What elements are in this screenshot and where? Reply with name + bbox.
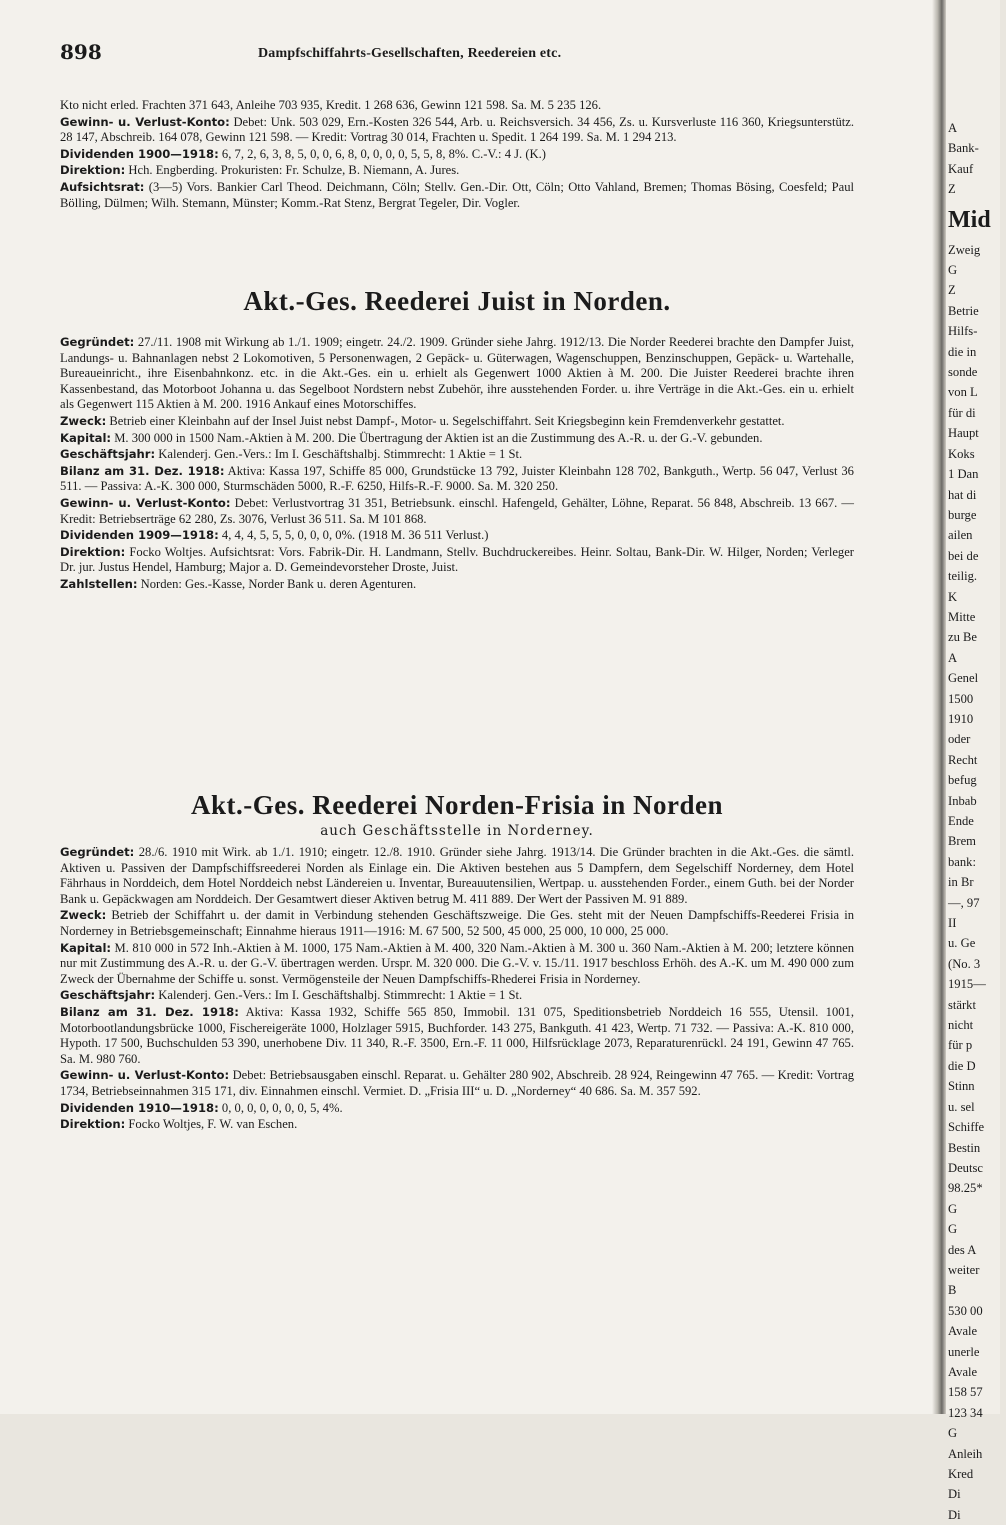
paragraph-label: Gewinn- u. Verlust-Konto: <box>60 1068 230 1083</box>
paragraph-text: Aktiva: Kassa 1932, Schiffe 565 850, Immobil. 131 075, Speditionsbetrieb Norddeich 16 555, Utensil. 1001, Motorbootlandungsbrücke 1000, Fischereigeräte 1000, Holzlager 5915, Buchforder. 143 275, Bankguth. 41 423, Wertp. 71 732. — Passiva: A.-K. 810 000, Hypoth. 17 500, Buchschulden 53 390, unerhobene Div. 11 340, R.-F. 3500, Ern.-F. 11 000, Hilfsrücklage 2073, Reparaturenrückl. 24 191, Gewinn 47 765. Sa. M. 980 760. <box>60 1004 854 1066</box>
right-page-line: B <box>948 1283 957 1298</box>
right-page-line: Avale <box>948 1324 978 1339</box>
paragraph-text: Kalenderj. Gen.-Vers.: Im I. Geschäftshalbj. Stimmrecht: 1 Aktie = 1 St. <box>158 988 523 1003</box>
right-page-line: ailen <box>948 528 973 543</box>
paragraph-text: Debet: Unk. 503 029, Ern.-Kosten 326 544, Arb. u. Reichsversich. 34 456, Zs. u. Kursverluste 116 360, Kriegsunterstütz. 28 147, Abschreib. 164 078, Gewinn 121 598. — Kredit: Vortrag 30 014, Frachten u. Spedit. 1 264 199. Sa. M. 1 294 213. <box>60 114 854 145</box>
right-page-line: bei de <box>948 548 979 563</box>
right-page-line: unerle <box>948 1344 980 1359</box>
right-page-line: Di <box>948 1507 961 1522</box>
right-page-line: A <box>948 121 958 135</box>
right-page-line: u. sel <box>948 1099 975 1114</box>
paragraph <box>60 180 854 211</box>
paragraph <box>60 414 854 430</box>
right-page-line: die D <box>948 1058 976 1073</box>
entry-reederei-juist <box>60 286 854 593</box>
paragraph <box>60 577 854 593</box>
paragraph-label: Direktion: <box>60 163 126 178</box>
paragraph <box>60 528 854 544</box>
right-page-line: Z <box>948 283 956 298</box>
paragraph <box>60 98 854 114</box>
paragraph-label: Direktion: <box>60 1117 126 1132</box>
paragraph <box>60 941 854 988</box>
paragraph <box>60 163 854 179</box>
paragraph-label: Dividenden 1900—1918: <box>60 146 219 161</box>
paragraph <box>60 431 854 447</box>
right-page-line: von L <box>948 385 978 400</box>
entry-reederei-norden-frisia <box>60 790 854 1133</box>
right-page-line: 98.25* <box>948 1181 983 1196</box>
right-page-line: 158 57 <box>948 1385 983 1400</box>
paragraph-text: 27./11. 1908 mit Wirkung ab 1./1. 1909; eingetr. 24./2. 1909. Gründer siehe Jahrg. 1912/13. Die Norder Reederei brachte den Dampfer Juist, Landungs- u. Bahnanlagen nebst 2 Lokomotiven, 5 Personenwagen, 2 Gepäck- u. Güterwagen, Wagenschuppen, Benzinschuppen, Gepäck- u. Wartehalle, Bureaueinricht., ihre Eisenbahnkonz. etc. in die Akt.-Ges. ein u. erhielt als Gegenwert 1000 Aktien à M. 200. Die Juister Reederei brachte ihren Kassenbestand, das Motorboot Johanna u. das Segelboot Nordstern nebst Zubehör, ihre ausstehenden Forder. u. ihre Verträge in die Akt.-Ges. ein u. erhielt als Gegenwert 115 Aktien à M. 200. 1916 Ankauf eines Motorschiffes. <box>60 335 854 412</box>
right-page-line: Betrie <box>948 303 979 318</box>
paragraph-text: Aktiva: Kassa 197, Schiffe 85 000, Grundstücke 13 792, Juister Kleinbahn 128 702, Bankguth., Wertp. 56 047, Verlust 36 511. — Passiva: A.-K. 300 000, Sturmschäden 5000, R.-F. 6250, Hilfs-R.-F. 9000. Sa. M. 320 250. <box>60 463 854 494</box>
paragraph <box>60 447 854 463</box>
paragraph-text: Betrieb einer Kleinbahn auf der Insel Juist nebst Dampf-, Motor- u. Segelschiffahrt. Seit Kriegsbeginn kein Fremdenverkehr gestattet. <box>109 413 785 428</box>
paragraph-text: (3—5) Vors. Bankier Carl Theod. Deichmann, Cöln; Stellv. Gen.-Dir. Ott, Cöln; Otto Vahland, Bremen; Thomas Bösing, Coesfeld; Paul Bölling, Dülmen; Wilh. Stemann, Münster; Komm.-Rat Stenz, Bergrat Tegeler, Dir. Vogler. <box>60 179 854 210</box>
paragraph-text: M. 810 000 in 572 Inh.-Aktien à M. 1000, 175 Nam.-Aktien à M. 400, 320 Nam.-Aktien à M. 300 u. 360 Nam.-Aktien à M. 200; letztere können nur mit Zustimmung des A.-R. u. der G.-V. übertragen werden. Urspr. M. 320 000. Die G.-V. v. 15./11. 1917 beschloss Erhöh. des A.-K. um M. 490 000 zum Zweck der Übernahme der Schiffe u. sonst. Vermögensteile der Neuen Dampfschiffs-Rhederei Frisia in Norderney. <box>60 940 855 986</box>
right-page-line: Genel <box>948 671 979 686</box>
right-page-line: burge <box>948 507 977 522</box>
paragraph-text: Betrieb der Schiffahrt u. der damit in Verbindung stehenden Geschäftszweige. Die Ges. steht mit der Neuen Dampfschiffs-Reederei Frisia in Norderney in Betriebsgemeinschaft; Einnahme hieraus 1911—1916: M. 67 500, 52 500, 45 000, 25 000, 10 000, 25 000. <box>60 908 854 938</box>
company-title: Akt.-Ges. Reederei Norden-Frisia in Norden <box>191 790 723 820</box>
paragraph <box>60 1068 854 1099</box>
company-subtitle: auch Geschäftsstelle in Norderney. <box>320 823 594 839</box>
paragraph-label: Gegründet: <box>60 845 135 859</box>
right-page-line: Ende <box>948 814 974 828</box>
right-page-line: sonde <box>948 365 978 380</box>
paragraph <box>60 335 854 413</box>
paragraph <box>60 1117 854 1133</box>
right-page-line: G <box>948 263 958 278</box>
paragraph-label: Zweck: <box>60 908 107 923</box>
right-page-line: nicht <box>948 1018 974 1033</box>
right-page-line: 1915— <box>948 977 986 992</box>
right-page-line: 1910 <box>948 711 974 726</box>
right-page-line: K <box>948 589 958 604</box>
right-page-edge <box>946 0 1000 1522</box>
right-page-line: befug <box>948 773 977 788</box>
paragraph <box>60 496 854 527</box>
right-page-line: Hilfs- <box>948 324 978 339</box>
right-page-line: Schiffe <box>948 1120 985 1135</box>
right-page-line: Inbab <box>948 793 977 808</box>
right-page-line: für di <box>948 405 976 420</box>
right-page-line: Di <box>948 1487 961 1502</box>
right-page-line: hat di <box>948 487 977 502</box>
right-page-line: Bestin <box>948 1140 981 1155</box>
right-page-line: 530 00 <box>948 1303 983 1318</box>
paragraph-label: Kapital: <box>60 430 112 445</box>
right-page-line: Deutsc <box>948 1160 983 1175</box>
right-page-line: A <box>948 650 958 665</box>
paragraph-text: 4, 4, 4, 5, 5, 5, 0, 0, 0, 0%. (1918 M. 36 511 Verlust.) <box>221 528 489 543</box>
paragraph <box>60 908 854 939</box>
right-page-line: u. Ge <box>948 936 976 951</box>
paragraph-text: 0, 0, 0, 0, 0, 0, 0, 5, 4%. <box>221 1100 343 1115</box>
paragraph <box>60 1005 854 1067</box>
paragraph-text: Debet: Betriebsausgaben einschl. Reparat. u. Gehälter 280 902, Abschreib. 28 924, Reingewinn 47 765. — Kredit: Vortrag 1734, Betriebseinnahmen 315 171, div. Einnahmen einschl. Vermiet. D. „Frisia III“ u. D. „Norderney“ 40 686. Sa. M. 357 592. <box>60 1068 854 1098</box>
paragraph <box>60 988 854 1004</box>
right-page-line: Mitte <box>948 609 976 624</box>
right-page-line: Anleih <box>948 1446 983 1461</box>
paragraph-text: Debet: Verlustvortrag 31 351, Betriebsunk. einschl. Hafengeld, Gehälter, Löhne, Reparat. 56 848, Abschreib. 13 667. — Kredit: Betriebserträge 62 280, Zs. 3076, Verlust 36 511. Sa. M 101 868. <box>60 495 854 526</box>
paragraph <box>60 1101 854 1117</box>
running-head: Dampfschiffahrts-Gesellschaften, Reedereien etc. <box>258 46 562 61</box>
paragraph-text: Hch. Engberding. Prokuristen: Fr. Schulze, B. Niemann, A. Jures. <box>128 163 460 178</box>
paragraph-label: Bilanz am 31. Dez. 1918: <box>60 1004 239 1019</box>
right-page-line: bank: <box>948 854 976 869</box>
right-page-line: II <box>948 916 957 931</box>
right-page-line: 123 34 <box>948 1405 983 1420</box>
right-page-line: Bank- <box>948 141 979 156</box>
right-page-line: Z <box>948 182 956 197</box>
right-page-line: Haupt <box>948 426 979 441</box>
book-gutter <box>932 0 946 1414</box>
paragraph <box>60 845 854 907</box>
right-page-line: G <box>948 1222 958 1237</box>
paragraph-label: Bilanz am 31. Dez. 1918: <box>60 463 225 478</box>
right-page-line: Kauf <box>948 161 974 176</box>
right-page-line: in Br <box>948 875 974 890</box>
right-page-line: Koks <box>948 446 975 461</box>
right-page-line: die in <box>948 344 977 359</box>
right-page-line: teilig. <box>948 569 978 584</box>
right-page-line: Stinn <box>948 1079 975 1094</box>
right-page-line: oder <box>948 732 971 747</box>
paragraph-label: Dividenden 1909—1918: <box>60 528 219 543</box>
paragraph-text: Kalenderj. Gen.-Vers.: Im I. Geschäftshalbj. Stimmrecht: 1 Aktie = 1 St. <box>158 447 523 462</box>
paragraph-label: Gewinn- u. Verlust-Konto: <box>60 114 230 129</box>
right-page-text <box>946 118 1006 1525</box>
right-page-line: des A <box>948 1242 977 1257</box>
right-page-line: Zweig <box>948 242 981 257</box>
paragraph-text: Focko Woltjes, F. W. van Eschen. <box>128 1117 298 1132</box>
paragraph-label: Gegründet: <box>60 335 135 349</box>
paragraph-label: Gewinn- u. Verlust-Konto: <box>60 495 231 510</box>
right-page-line: stärkt <box>948 997 976 1012</box>
right-page-line: zu Be <box>948 630 978 645</box>
paragraph-text: Focko Woltjes. Aufsichtsrat: Vors. Fabrik-Dir. H. Landmann, Stellv. Buchdruckereibes. Heinr. Soltau, Bank-Dir. W. Hilger, Norden; Verleger Dr. jur. Justus Hendel, Hamburg; Major a. D. Gemeindevorsteher Droste, Juist. <box>60 544 855 575</box>
right-page-line: für p <box>948 1038 973 1053</box>
right-page-line: G <box>948 1426 958 1441</box>
paragraph <box>60 464 854 495</box>
paragraph-label: Kapital: <box>60 940 112 955</box>
right-page-line: weiter <box>948 1262 980 1277</box>
paragraph <box>60 545 854 576</box>
right-page-line: 1 Dan <box>948 467 979 482</box>
right-page-line: Avale <box>948 1364 978 1379</box>
paragraph-text: Kto nicht erled. Frachten 371 643, Anleihe 703 935, Kredit. 1 268 636, Gewinn 121 598. Sa. M. 5 235 126. <box>60 98 602 112</box>
company-title: Akt.-Ges. Reederei Juist in Norden. <box>243 286 671 316</box>
paragraph <box>60 115 854 146</box>
paragraph-text: Norden: Ges.-Kasse, Norder Bank u. deren Agenturen. <box>140 576 417 591</box>
right-page-line: 1500 <box>948 691 974 706</box>
paragraph-label: Aufsichtsrat: <box>60 179 145 194</box>
paragraph-text: M. 300 000 in 1500 Nam.-Aktien à M. 200. Die Übertragung der Aktien ist an die Zustimmung des A.-R. u. der G.-V. gebunden. <box>114 430 763 445</box>
right-page-line: (No. 3 <box>948 956 981 971</box>
right-page-line: G <box>948 1201 958 1216</box>
paragraph-label: Geschäftsjahr: <box>60 447 156 462</box>
paragraph-label: Direktion: <box>60 544 126 559</box>
right-page-line: Recht <box>948 752 978 767</box>
right-page-line: Mid <box>948 206 991 233</box>
paragraph-label: Geschäftsjahr: <box>60 988 156 1003</box>
paragraph-label: Zweck: <box>60 413 107 428</box>
page-number: 898 <box>60 40 102 64</box>
paragraph <box>60 147 854 163</box>
paragraph-label: Zahlstellen: <box>60 576 138 591</box>
paragraph-label: Dividenden 1910—1918: <box>60 1100 219 1115</box>
right-page-line: Brem <box>948 834 976 849</box>
paragraph-text: 6, 7, 2, 6, 3, 8, 5, 0, 0, 6, 8, 0, 0, 0, 0, 5, 5, 8, 8%. C.-V.: 4 J. (K.) <box>221 146 546 161</box>
right-page-line: —, 97 <box>948 895 980 910</box>
previous-entry <box>60 98 854 211</box>
right-page-line: Kred <box>948 1467 974 1481</box>
paragraph-text: 28./6. 1910 mit Wirk. ab 1./1. 1910; eingetr. 12./8. 1910. Gründer siehe Jahrg. 1913/14. Die Gründer brachten in die Akt.-Ges. die sämtl. Aktiven u. Passiven der Dampfschiffsreederei Norden als Einlage ein. Die Aktiven bestehen aus 5 Dampfern, dem Segelschiff Norderney, dem Hotel Fährhaus in Norddeich, dem Hotel Norddeich nebst Ländereien u. Inventar, Bureauutensilien, Wertpap. u. ausstehenden Forder., einem Guth. bei der Norder Bank u. Gepäckwagen am Norddeich. Der Gesamtwert dieser Aktiven betrug M. 411 889. Der Wert der Passiven M. 91 889. <box>60 845 854 906</box>
